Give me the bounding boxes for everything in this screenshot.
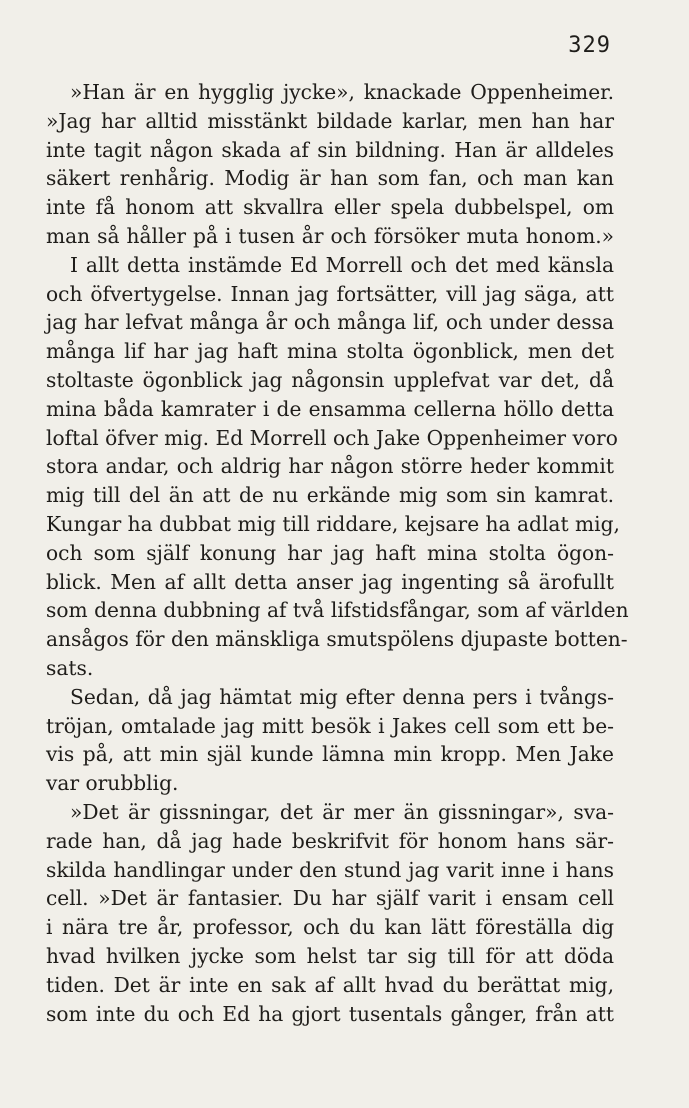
text-line: »Han är en hygglig jycke», knackade Oppenheimer. (70, 80, 614, 104)
text-line: tröjan, omtalade jag mitt besök i Jakes cell som ett be- (46, 713, 614, 738)
text-line: Kungar ha dubbat mig till riddare, kejsare ha adlat mig, (46, 511, 620, 536)
text-line: rade han, då jag hade beskrifvit för honom hans sär- (46, 828, 614, 853)
text-line: i nära tre år, professor, och du kan lätt föreställa dig (46, 915, 614, 940)
text-line: sats. (46, 655, 94, 680)
text-line: ansågos för den mänskliga smutspölens djupaste botten- (46, 627, 628, 652)
body-text (46, 78, 629, 1028)
text-line: tiden. Det är inte en sak af allt hvad du berättat mig, (46, 972, 614, 997)
text-line: hvad hvilken jycke som helst tar sig till för att döda (46, 943, 614, 968)
text-line: blick. Men af allt detta anser jag ingenting så ärofullt (46, 569, 614, 594)
text-line: som denna dubbning af två lifstidsfångar, som af världen (46, 598, 629, 623)
text-line: stora andar, och aldrig har någon större heder kommit (46, 454, 614, 479)
text-line: vis på, att min själ kunde lämna min kropp. Men Jake (46, 742, 614, 767)
text-line: mina båda kamrater i de ensamma cellerna höllo detta (46, 396, 614, 421)
text-line: »Det är gissningar, det är mer än gissningar», sva- (70, 799, 614, 824)
page-number: 329 (568, 33, 611, 58)
text-line: man så håller på i tusen år och försöker muta honom.» (46, 223, 614, 248)
text-line: cell. »Det är fantasier. Du har själf varit i ensam cell (46, 886, 614, 911)
text-line: »Jag har alltid misstänkt bildade karlar, men han har (46, 108, 614, 133)
text-line: loftal öfver mig. Ed Morrell och Jake Oppenheimer voro (46, 425, 618, 450)
text-line: många lif har jag haft mina stolta ögonblick, men det (46, 339, 614, 364)
text-line: inte få honom att skvallra eller spela dubbelspel, om (46, 195, 614, 220)
text-line: och som själf konung har jag haft mina stolta ögon- (46, 540, 614, 565)
text-line: Sedan, då jag hämtat mig efter denna pers i tvångs- (70, 684, 614, 709)
text-line: skilda handlingar under den stund jag varit inne i hans (46, 857, 614, 882)
text-line: mig till del än att de nu erkände mig som sin kamrat. (46, 483, 614, 508)
text-line: inte tagit någon skada af sin bildning. Han är alldeles (46, 137, 614, 162)
text-line: I allt detta instämde Ed Morrell och det med känsla (70, 252, 614, 277)
text-line: som inte du och Ed ha gjort tusentals gånger, från att (46, 1001, 614, 1026)
text-line: jag har lefvat många år och många lif, och under dessa (46, 310, 614, 335)
text-line: säkert renhårig. Modig är han som fan, och man kan (46, 166, 614, 191)
text-line: stoltaste ögonblick jag någonsin upplefvat var det, då (46, 367, 614, 392)
text-line: och öfvertygelse. Innan jag fortsätter, vill jag säga, att (46, 281, 614, 306)
text-line: var orubblig. (46, 771, 179, 796)
